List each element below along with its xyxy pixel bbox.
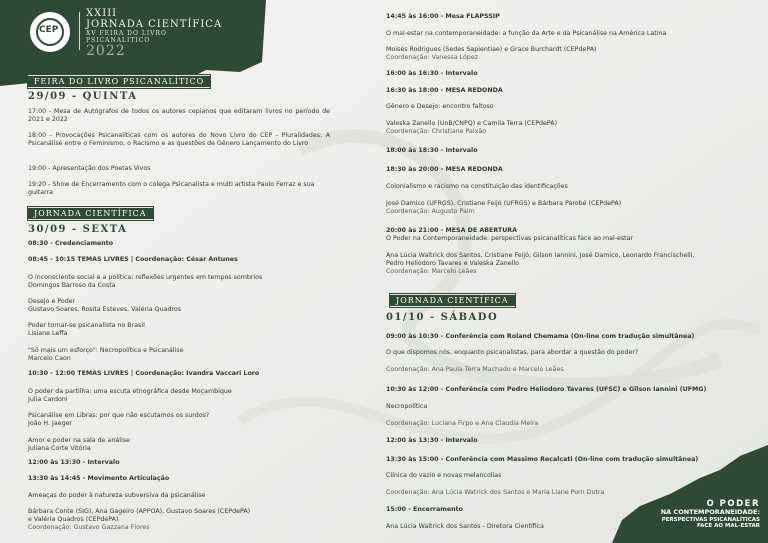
mesa-redonda-1: 16:30 às 18:00 - MESA REDONDA — [386, 87, 503, 94]
list-item: 18:00 - Provocações Psicanalíticas com os autores do Novo Livro do CEP - Pluralidades: A Psicanálise entre o Feminismo, o Racismo e as questões de Gênero Lançamento do Livro — [28, 132, 330, 147]
coordination: Coordenação: Luciana Firpo e Ana Claudia Meira — [386, 420, 539, 427]
edition-number: XXIII — [86, 8, 118, 19]
movimento-articulacao: 13:30 às 14:45 - Movimento Articulação — [28, 475, 170, 482]
conferencia-2: 10:30 às 12:00 - Conferência com Pedro Heliodoro Tavares (UFSC) e Gilson Iannini (UFMG) — [386, 386, 707, 393]
conferencia-1: 09:00 às 10:30 - Conferência com Roland Chemama (On-line com tradução simultânea) — [386, 333, 695, 340]
talk-author: Marcelo Caon — [28, 355, 71, 362]
talk-author: Gustavo Soares, Rosita Esteves, Valéria Quadros — [28, 306, 182, 313]
talk-title: "Só mais um esforço": Necropolítica e Psicanálise — [28, 347, 184, 354]
coordination: Coordenação: Ana Lúcia Watrick dos Santos e Maria Liane Porn Dutra — [386, 489, 605, 496]
mesa-flapssip: 14:45 às 16:00 - Mesa FLAPSSIP — [386, 13, 500, 20]
talk-author: Julia Cardoni — [28, 396, 68, 403]
title-feira: XV FEIRA DO LIVRO — [86, 30, 167, 37]
header-divider — [79, 12, 80, 50]
temas-livres-2: 10:30 - 12:00 TEMAS LIVRES | Coordenação: Ivandra Vaccari Loro — [28, 370, 260, 377]
talk-title: O mal-estar na contemporaneidade: a função da Arte e da Psicanálise na América Latina — [386, 30, 667, 37]
talk-title: Psicanálise em Libras: por que não escutamos os surdos? — [28, 412, 210, 419]
intervalo: 12:00 às 13:30 - Intervalo — [28, 459, 120, 466]
logo-text: CEP — [39, 25, 59, 35]
promo-subtitle: NA CONTEMPORANEIDADE: — [660, 508, 760, 516]
feira-banner: FEIRA DO LIVRO PSICANALÍTICO — [28, 75, 210, 88]
day-thursday: 29/09 - QUINTA — [28, 91, 138, 102]
talk-title: Necropolítica — [386, 403, 428, 410]
talk-author: Bárbara Conte (SIG), Ana Gageiro (APPOA), Gustavo Soares (CEPdePA) — [28, 508, 251, 515]
mesa-redonda-2: 18:30 às 20:00 - MESA REDONDA — [386, 166, 503, 173]
intervalo: 16:00 às 16:30 - Intervalo — [386, 70, 478, 77]
event-title — [86, 9, 222, 58]
scientific-director: Ana Lúcia Waltrick dos Santos - Diretora Científica — [386, 523, 545, 530]
theme-promo — [636, 500, 760, 530]
promo-line: PERSPECTIVAS PSICANALÍTICAS — [661, 516, 760, 523]
coordination: Coordenação: Gustavo Gazzana Flores — [28, 524, 150, 531]
coordination: Coordenação: Ana Paula Terra Machado e Marcelo Leães — [386, 366, 564, 373]
talk-author: Lisiane Leffa — [28, 330, 68, 337]
talk-author: Valeska Zanello (UnB/CNPQ) e Camila Terra (CEPdePA) — [386, 120, 558, 127]
talk-author: Domingos Barroso da Costa — [28, 282, 116, 289]
credenciamento: 08:30 - Credenciamento — [28, 240, 114, 247]
event-year: 2022 — [86, 43, 126, 59]
talk-author: Pedro Heliodoro Tavares e Valeska Zanello — [386, 260, 519, 267]
intervalo: 18:00 às 18:30 - Intervalo — [386, 147, 478, 154]
jornada-banner-left: JORNADA CIENTÍFICA — [28, 207, 153, 220]
talk-author: Ana Lúcia Waltrick dos Santos, Cristiane Feijó, Gilson Iannini, José Damico, Leonardo Francischelli, — [386, 252, 695, 259]
day-friday: 30/09 - SEXTA — [28, 224, 128, 235]
talk-title: O poder da partilha: uma escuta etnográfica desde Moçambique — [28, 388, 232, 395]
talk-author: João H. Jaeger — [28, 420, 73, 427]
intervalo: 12:00 às 13:30 - Intervalo — [386, 437, 478, 444]
temas-livres-1: 08:45 - 10:15 TEMAS LIVRES | Coordenação: César Antunes — [28, 256, 238, 263]
talk-title: Desejo e Poder — [28, 298, 76, 305]
talk-title: Ameaças do poder à natureza subversiva da psicanálise — [28, 492, 206, 499]
jornada-banner-right: JORNADA CIENTÍFICA — [390, 294, 515, 307]
talk-title: Colonialismo e racismo na constituição das identificações — [386, 183, 568, 190]
coordination: Coordenação: Christiane Paixão — [386, 128, 487, 135]
coordination: Coordenação: Vanessa López — [386, 54, 478, 61]
talk-title: O que dispomos nós, enquanto psicanalistas, para abordar a questão do poder? — [386, 349, 639, 356]
talk-author: Juliana Corte Vitória — [28, 445, 91, 452]
list-item: 17:00 - Mesa de Autógrafos de todos os autores cepianos que editaram livros no período de 2021 e 2022 — [28, 108, 330, 123]
promo-title: O PODER — [706, 499, 760, 509]
promo-line: FACE AO MAL-ESTAR — [697, 523, 760, 529]
title-jornada: JORNADA CIENTÍFICA — [86, 19, 223, 30]
talk-title: O inconsciente social e a política: reflexões urgentes em tempos sombrios — [28, 274, 263, 281]
coordination: Coordenação: Augusto Paim — [386, 208, 475, 215]
talk-title: Poder tornar-se psicanalista no Brasil — [28, 322, 145, 329]
talk-author: e Valéria Quadros (CEPdePA) — [28, 516, 119, 523]
talk-title: Amor e poder na sala de análise — [28, 437, 130, 444]
list-item: 19:00 - Apresentação dos Poetas Vivos — [28, 165, 151, 172]
cep-logo — [28, 10, 72, 54]
coordination: Coordenação: Marcelo Leães — [386, 268, 477, 275]
day-saturday: 01/10 - SÁBADO — [386, 312, 499, 323]
mesa-abertura: 20:00 às 21:00 - MESA DE ABERTURA — [386, 227, 518, 234]
conferencia-3: 13:30 às 15:00 - Conferência com Massimo Recalcati (On-line com tradução simultânea) — [386, 456, 699, 463]
encerramento: 15:00 - Encerramento — [386, 506, 463, 513]
talk-title: O Poder na Contemporaneidade: perspectivas psicanalíticas face ao mal-estar — [386, 235, 634, 242]
title-psicanalitico: PSICANALÍTICO — [86, 37, 151, 44]
talk-author: Moisés Rodrigues (Sedes Sapientiae) e Grace Burchardt (CEPdePA) — [386, 46, 597, 53]
talk-title: Gênero e Desejo: encontro faltoso — [386, 103, 494, 110]
talk-title: Clínica do vazio e novas melancolias — [386, 472, 502, 479]
list-item: 19:20 - Show de Encerramento com o colega Psicanalista e multi artista Paulo Ferraz e sua guitarra — [28, 181, 315, 196]
talk-author: José Damico (UFRGS), Cristiane Feijó (UFRGS) e Bárbara Parobé (CEPdePA) — [386, 200, 622, 207]
